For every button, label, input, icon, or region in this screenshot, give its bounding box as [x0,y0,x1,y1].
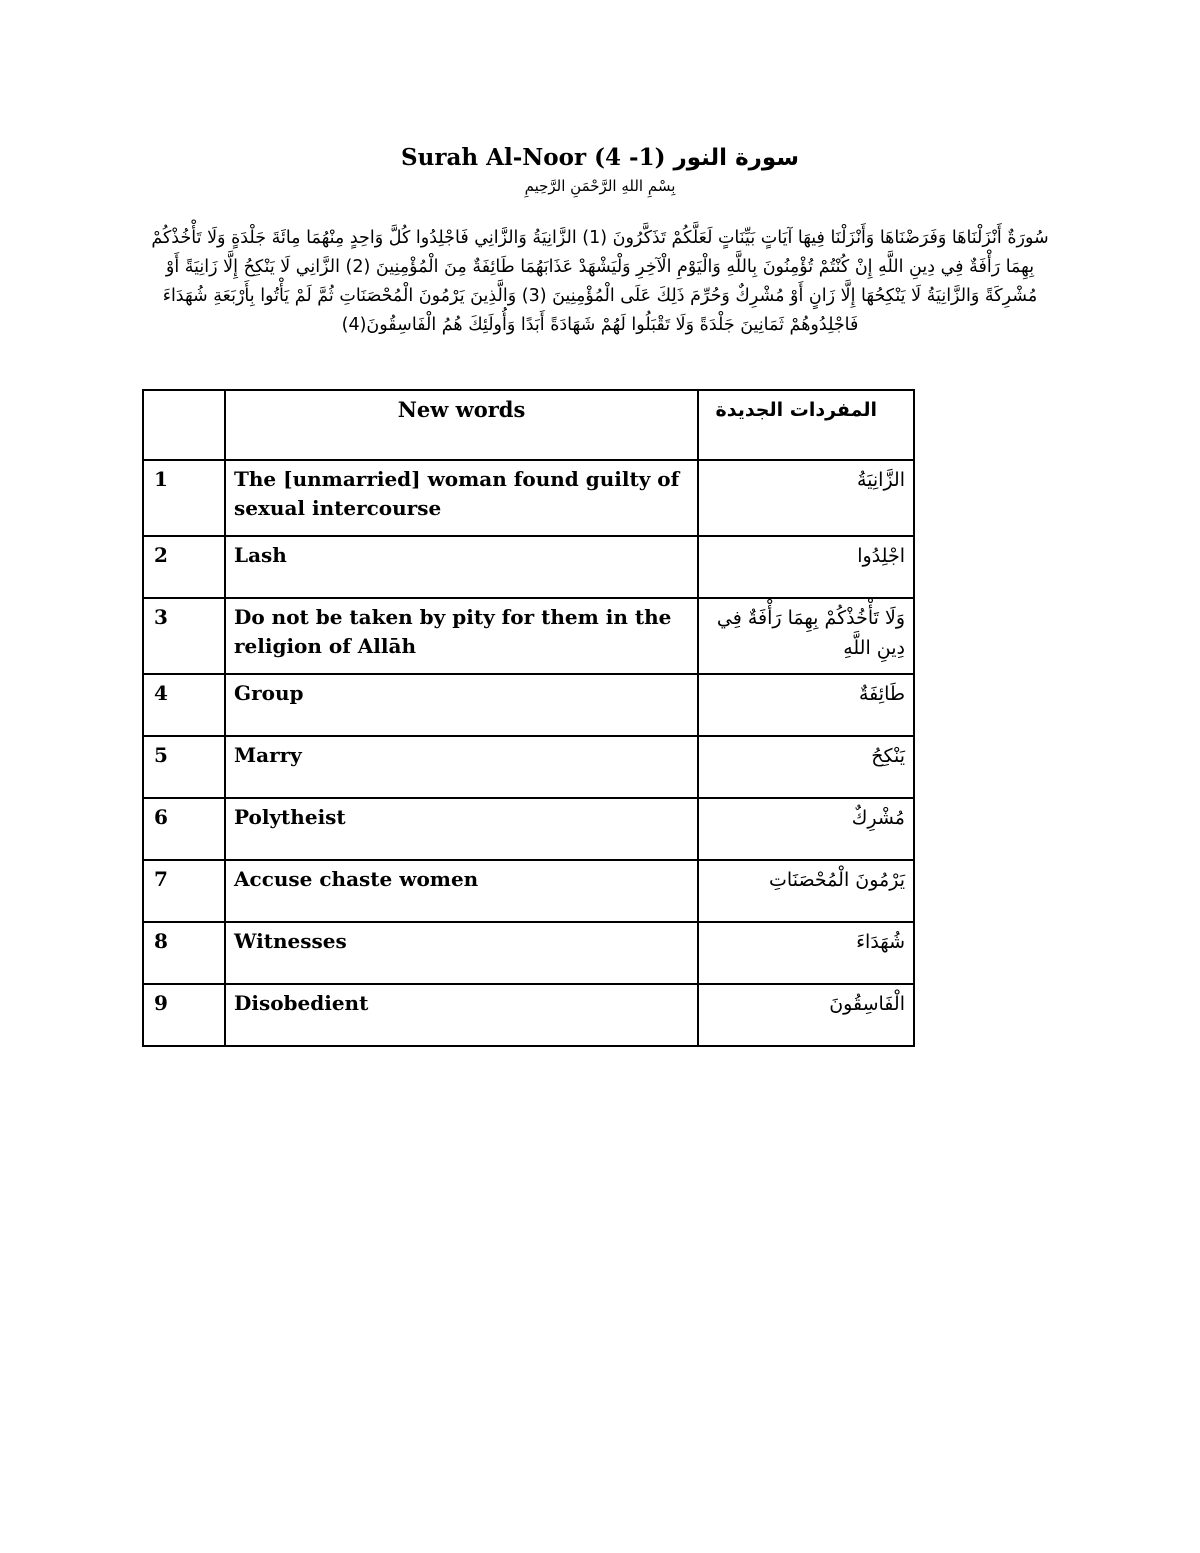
page-title [0,142,1200,174]
row-english-meaning: Group [225,674,698,736]
title-english: Surah Al-Noor [401,144,587,171]
row-english-meaning: Do not be taken by pity for them in the religion of Allāh [225,598,698,674]
row-english-meaning: Marry [225,736,698,798]
row-number: 1 [143,460,225,536]
row-arabic-word: الزَّانِيَةُ [698,460,914,536]
row-arabic-word: الْفَاسِقُونَ [698,984,914,1046]
row-english-meaning: The [unmarried] woman found guilty of sexual intercourse [225,460,698,536]
row-number: 2 [143,536,225,598]
table-row [143,598,914,674]
header-arabic-vocabulary: المفردات الجديدة [698,390,914,460]
row-arabic-word: وَلَا تَأْخُذْكُمْ بِهِمَا رَأْفَةٌ فِي دِينِ اللَّهِ [698,598,914,674]
table-row [143,674,914,736]
table-row [143,860,914,922]
row-arabic-word: يَنْكِحُ [698,736,914,798]
row-arabic-word: يَرْمُونَ الْمُحْصَنَاتِ [698,860,914,922]
row-number: 3 [143,598,225,674]
row-number: 5 [143,736,225,798]
row-arabic-word: اجْلِدُوا [698,536,914,598]
table-row [143,536,914,598]
row-number: 9 [143,984,225,1046]
row-number: 6 [143,798,225,860]
vocabulary-table [142,389,915,1047]
row-english-meaning: Polytheist [225,798,698,860]
row-english-meaning: Lash [225,536,698,598]
quran-verses: سُورَةٌ أَنْزَلْنَاهَا وَفَرَضْنَاهَا وَأَنْزَلْنَا فِيهَا آيَاتٍ بَيِّنَاتٍ لَعَلَّكُمْ تَذَكَّرُونَ (1) الزَّانِيَةُ وَالزَّانِي فَاجْلِدُوا كُلَّ وَاحِدٍ مِنْهُمَا مِائَةَ جَلْدَةٍ وَلَا تَأْخُذْكُمْ بِهِمَا رَأْفَةٌ فِي دِينِ اللَّهِ إِنْ كُنْتُمْ تُؤْمِنُونَ بِاللَّهِ وَالْيَوْمِ الْآخِرِ وَلْيَشْهَدْ عَذَابَهُمَا طَائِفَةٌ مِنَ الْمُؤْمِنِينَ (2) الزَّانِي لَا يَنْكِحُ إِلَّا زَانِيَةً أَوْ مُشْرِكَةً وَالزَّانِيَةُ لَا يَنْكِحُهَا إِلَّا زَانٍ أَوْ مُشْرِكٌ وَحُرِّمَ ذَلِكَ عَلَى الْمُؤْمِنِينَ (3) وَالَّذِينَ يَرْمُونَ الْمُحْصَنَاتِ ثُمَّ لَمْ يَأْتُوا بِأَرْبَعَةِ شُهَدَاءَ فَاجْلِدُوهُمْ ثَمَانِينَ جَلْدَةً وَلَا تَقْبَلُوا لَهُمْ شَهَادَةً أَبَدًا وَأُولَئِكَ هُمُ الْفَاسِقُونَ(4) [151,228,1049,335]
header-number-cell [143,390,225,460]
table-row [143,922,914,984]
row-english-meaning: Witnesses [225,922,698,984]
row-number: 4 [143,674,225,736]
title-verse-range: (1- 4) [594,144,666,171]
row-number: 7 [143,860,225,922]
basmala: بِسْمِ اللهِ الرَّحْمَنِ الرَّحِيمِ [524,177,676,195]
row-arabic-word: طَائِفَةٌ [698,674,914,736]
table-header-row [143,390,914,460]
table-row [143,736,914,798]
table-row [143,460,914,536]
row-arabic-word: مُشْرِكٌ [698,798,914,860]
table-row [143,798,914,860]
title-arabic: سورة النور [673,145,799,171]
row-number: 8 [143,922,225,984]
header-new-words: New words [225,390,698,460]
row-english-meaning: Accuse chaste women [225,860,698,922]
row-arabic-word: شُهَدَاءَ [698,922,914,984]
row-english-meaning: Disobedient [225,984,698,1046]
table-row [143,984,914,1046]
